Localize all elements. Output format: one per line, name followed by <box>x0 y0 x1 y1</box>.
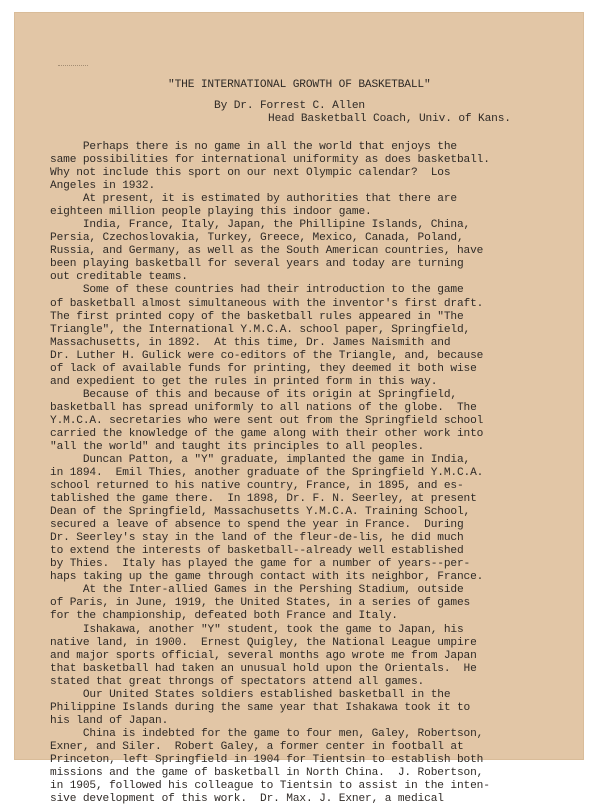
body-line: of basketball almost simultaneous with the inventor's first draft. <box>50 297 484 310</box>
body-line: Persia, Czechoslovakia, Turkey, Greece, Mexico, Canada, Poland, <box>50 232 464 245</box>
body-line: Dr. Luther H. Gulick were co-editors of the Triangle, and, because <box>50 349 484 362</box>
body-line: Why not include this sport on our next Olympic calendar? Los <box>50 167 451 180</box>
body-line: Exner, and Siler. Robert Galey, a former center in football at <box>50 740 464 753</box>
body-line: in 1894. Emil Thies, another graduate of the Springfield Y.M.C.A. <box>50 467 484 479</box>
body-line: Dean of the Springfield, Massachusetts Y.M.C.A. Training School, <box>50 506 471 519</box>
body-line: Ishakawa, another "Y" student, took the game to Japan, his <box>50 623 464 636</box>
body-line: stated that great throngs of spectators attend all games. <box>50 675 425 688</box>
body-line: by Thies. Italy has played the game for a number of years--per- <box>50 558 471 571</box>
body-line: school returned to his native country, France, in 1895, and es- <box>50 480 464 492</box>
body-line: carried the knowledge of the game along with their other work into <box>50 427 484 440</box>
body-line: Duncan Patton, a "Y" graduate, implanted the game in India, <box>50 454 471 466</box>
body-line: tablished the game there. In 1898, Dr. F. N. Seerley, at present <box>50 493 477 506</box>
body-line: native land, in 1900. Ernest Quigley, the National League umpire <box>50 636 477 649</box>
body-line: Triangle", the International Y.M.C.A. school paper, Springfield, <box>50 323 471 336</box>
body-line: Some of these countries had their introduction to the game <box>50 284 464 297</box>
body-line: missions and the game of basketball in North China. J. Robertson, <box>50 766 484 779</box>
document-affiliation: Head Basketball Coach, Univ. of Kans. <box>268 113 511 125</box>
body-line: At the Inter-allied Games in the Pershing Stadium, outside <box>50 584 464 597</box>
body-line: At present, it is estimated by authorities that there are <box>50 193 457 206</box>
body-line: for the championship, defeated both France and Italy. <box>50 610 398 623</box>
body-line: The first printed copy of the basketball rules appeared in "The <box>50 310 464 323</box>
body-line: eighteen million people playing this indoor game. <box>50 206 372 219</box>
body-line: India, France, Italy, Japan, the Phillipine Islands, China, <box>50 219 471 232</box>
body-line: secured a leave of absence to spend the year in France. During <box>50 519 464 532</box>
body-line: Angeles in 1932. <box>50 180 156 193</box>
body-line: Dr. Seerley's stay in the land of the fleur-de-lis, he did much <box>50 532 464 545</box>
document-title: "THE INTERNATIONAL GROWTH OF BASKETBALL" <box>168 79 431 91</box>
body-line: Y.M.C.A. secretaries who were sent out from the Springfield school <box>50 414 484 427</box>
body-line: "all the world" and taught its principles to all peoples. <box>50 440 425 453</box>
body-line: Perhaps there is no game in all the world that enjoys the <box>50 141 457 153</box>
body-line: same possibilities for international uniformity as does basketball. <box>50 154 490 166</box>
body-line: of Paris, in June, 1919, the United States, in a series of games <box>50 597 471 610</box>
body-line: been playing basketball for several years and today are turning <box>50 258 464 271</box>
body-line: Philippine Islands during the same year that Ishakawa took it to <box>50 701 471 714</box>
body-line: and expedient to get the rules in printed form in this way. <box>50 375 438 388</box>
body-line: Because of this and because of its origin at Springfield, <box>50 388 457 401</box>
body-line: China is indebted for the game to four men, Galey, Robertson, <box>50 727 484 740</box>
body-line: that basketball had taken an unusual hold upon the Orientals. He <box>50 662 477 675</box>
body-line: in 1905, followed his colleague to Tientsin to assist in the inten- <box>50 780 490 792</box>
document-byline: By Dr. Forrest C. Allen <box>214 100 365 112</box>
paper-sheet <box>14 12 584 805</box>
body-line: haps taking up the game through contact with its neighbor, France. <box>50 571 484 584</box>
pencil-mark <box>58 65 88 66</box>
body-line: basketball has spread uniformly to all nations of the globe. The <box>50 401 477 414</box>
body-line: Russia, and Germany, as well as the South American countries, have <box>50 245 484 258</box>
body-line: his land of Japan. <box>50 714 169 727</box>
body-line: sive development of this work. Dr. Max. J. Exner, a medical <box>50 793 444 805</box>
body-line: Our United States soldiers established basketball in the <box>50 688 451 701</box>
body-line: and major sports official, several months ago wrote me from Japan <box>50 649 477 662</box>
body-line: Massachusetts, in 1892. At this time, Dr. James Naismith and <box>50 336 451 349</box>
body-line: Princeton, left Springfield in 1904 for Tientsin to establish both <box>50 753 484 766</box>
body-line: out creditable teams. <box>50 271 188 284</box>
body-line: to extend the interests of basketball--already well established <box>50 545 464 558</box>
body-line: of lack of available funds for printing, they deemed it both wise <box>50 362 477 375</box>
